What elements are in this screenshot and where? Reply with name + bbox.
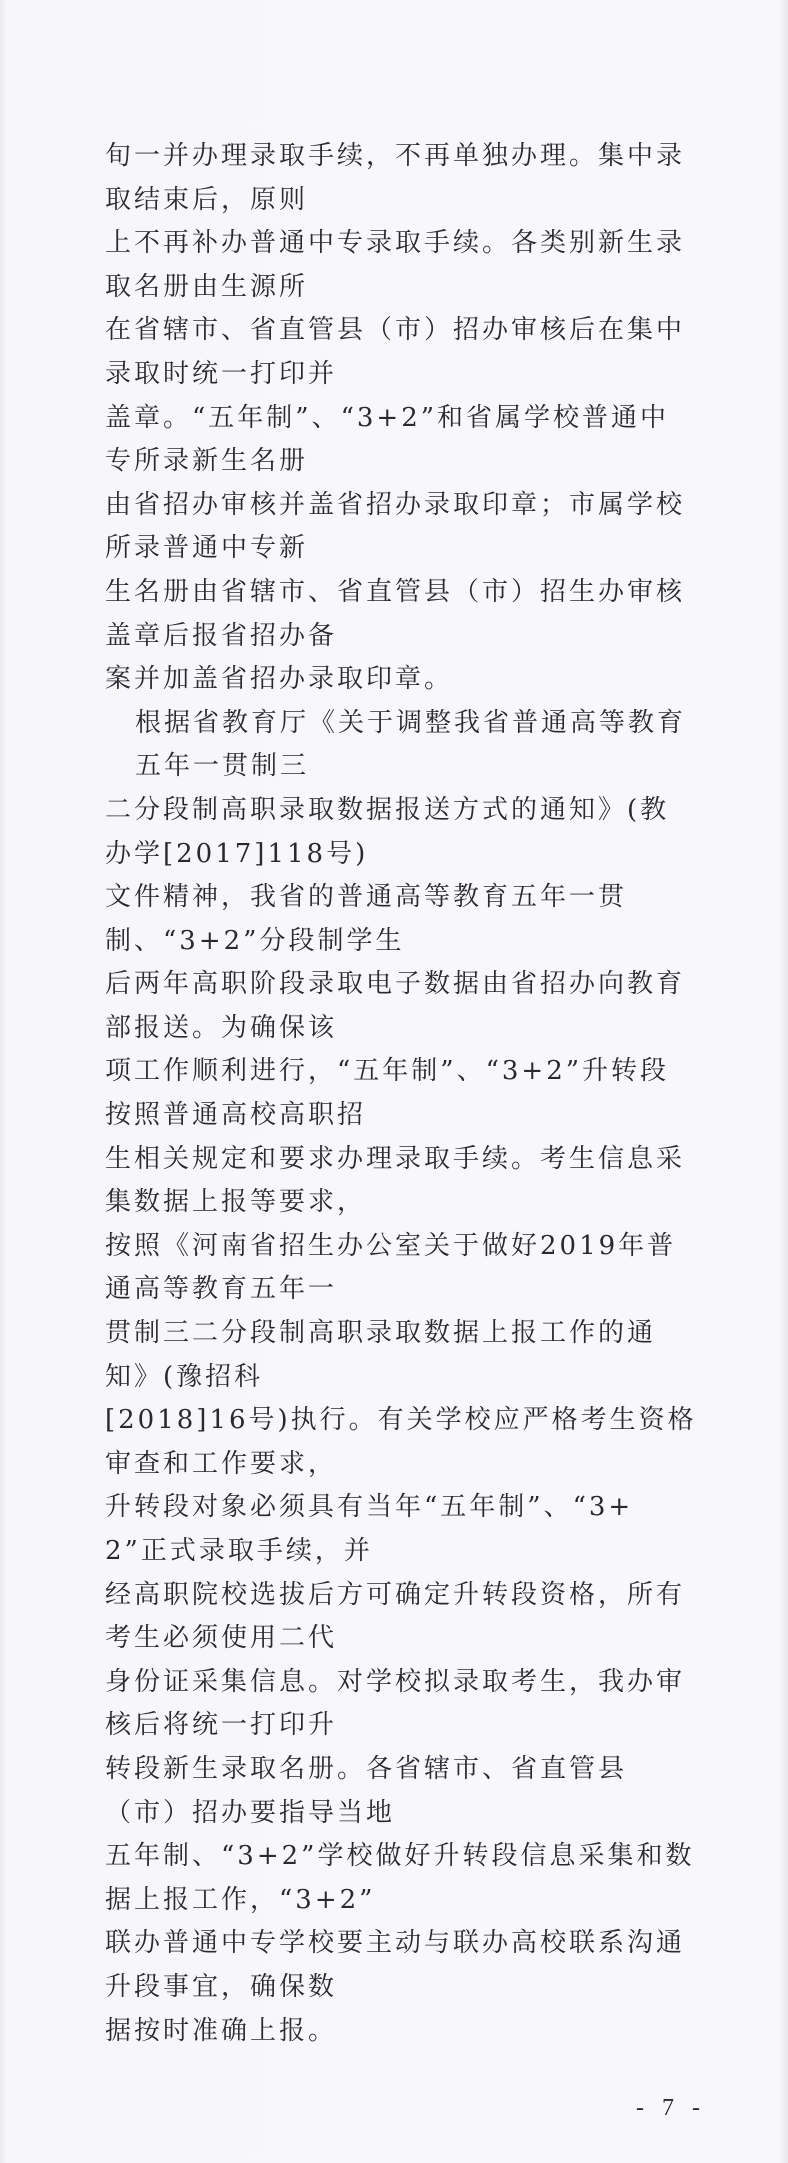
text-line: 项工作顺利进行，“五年制”、“3+2”升转段按照普通高校高职招 [105, 1056, 670, 1131]
text-line: 文件精神，我省的普通高等教育五年一贯制、“3+2”分段制学生 [105, 882, 628, 956]
text-line: 联办普通中专学校要主动与联办高校联系沟通升段事宜，确保数 [105, 1928, 686, 2002]
paragraph [105, 702, 697, 2053]
text-line: 五年制、“3+2”学校做好升转段信息采集和数据上报工作，“3+2” [105, 1841, 695, 1915]
text-line: 升转段对象必须具有当年“五年制”、“3+2”正式录取手续，并 [105, 1492, 634, 1566]
text-line: 在省辖市、省直管县（市）招办审核后在集中录取时统一打印并 [105, 315, 686, 389]
text-line: 上不再补办普通中专录取手续。各类别新生录取名册由生源所 [105, 228, 686, 302]
text-line: 身份证采集信息。对学校拟录取考生，我办审核后将统一打印升 [105, 1666, 686, 1741]
text-line: 根据省教育厅《关于调整我省普通高等教育五年一贯制三 [135, 707, 687, 782]
text-line: [2018]16号)执行。有关学校应严格考生资格审查和工作要求， [105, 1405, 697, 1479]
text-line: 后两年高职阶段录取电子数据由省招办向教育部报送。为确保该 [105, 969, 686, 1043]
text-line: 盖章。“五年制”、“3+2”和省属学校普通中专所录新生名册 [105, 402, 670, 477]
document-body [105, 135, 697, 2053]
text-line: 由省招办审核并盖省招办录取印章；市属学校所录普通中专新 [105, 489, 686, 564]
text-line: 贯制三二分段制高职录取数据上报工作的通知》(豫招科 [105, 1318, 657, 1392]
text-line: 据按时准确上报。 [105, 2015, 338, 2046]
paragraph [105, 135, 697, 702]
text-line: 生名册由省辖市、省直管县（市）招生办审核盖章后报省招办备 [105, 576, 686, 651]
text-line: 二分段制高职录取数据报送方式的通知》(教办学[2017]118号) [105, 794, 670, 869]
text-line: 按照《河南省招生办公室关于做好2019年普通高等教育五年一 [105, 1230, 677, 1305]
text-line: 案并加盖省招办录取印章。 [105, 664, 454, 695]
text-line: 经高职院校选拔后方可确定升转段资格，所有考生必须使用二代 [105, 1579, 686, 1654]
text-line: 旬一并办理录取手续，不再单独办理。集中录取结束后，原则 [105, 141, 686, 215]
page-number: - 7 - [636, 2095, 706, 2122]
text-line: 转段新生录取名册。各省辖市、省直管县（市）招办要指导当地 [105, 1753, 628, 1828]
text-line: 生相关规定和要求办理录取手续。考生信息采集数据上报等要求， [105, 1143, 686, 1218]
